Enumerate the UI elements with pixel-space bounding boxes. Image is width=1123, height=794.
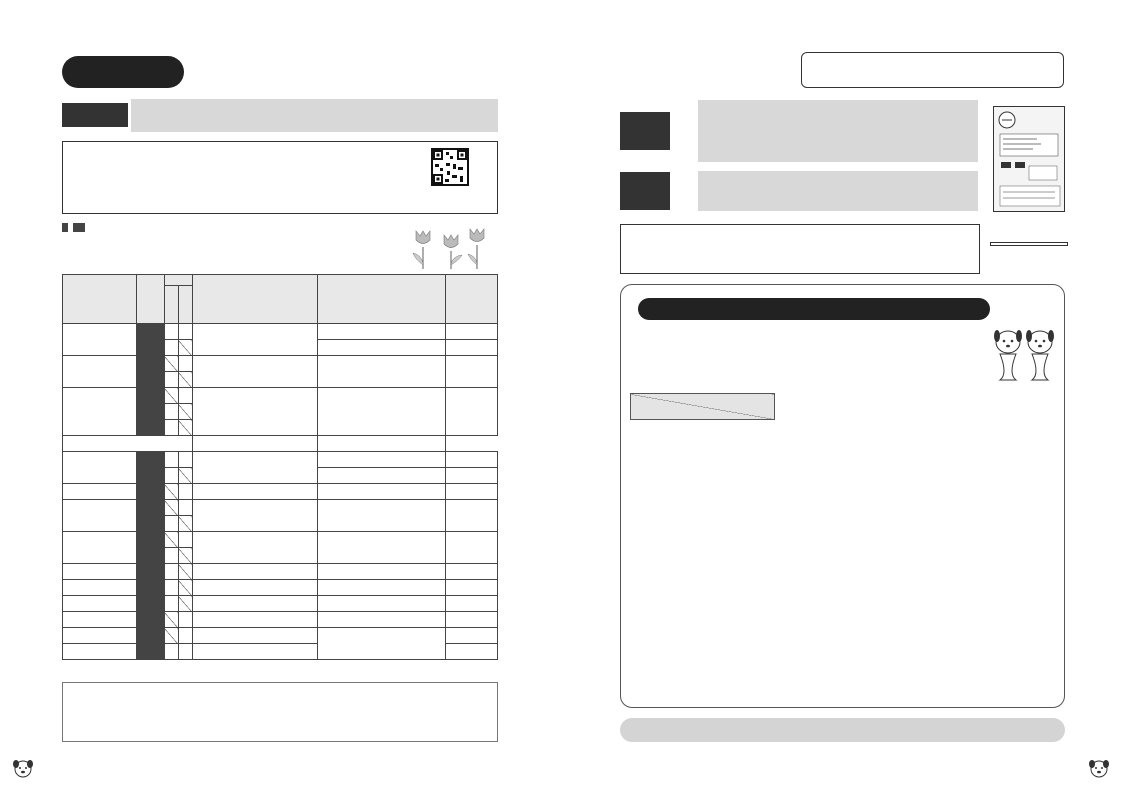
exam-content — [318, 468, 446, 484]
exam-content — [318, 484, 446, 500]
year-badge — [62, 56, 184, 88]
exam-row — [63, 500, 498, 516]
apply-mark-clinic — [178, 596, 192, 612]
exam-row — [63, 324, 498, 340]
exam-row — [63, 452, 498, 468]
exam-target — [192, 500, 318, 532]
exam-content — [318, 500, 446, 532]
apply-mark-city — [164, 468, 178, 484]
exam-method-tag — [136, 340, 164, 356]
exam-row — [63, 564, 498, 580]
qr-pattern — [433, 150, 467, 184]
apply-mark-city — [164, 484, 178, 500]
exam-content — [318, 452, 446, 468]
exam-target — [192, 612, 318, 628]
exam-fee — [446, 500, 498, 532]
exam-method-tag — [136, 324, 164, 340]
exam-body — [63, 324, 498, 660]
exam-target — [192, 388, 318, 436]
notice-box — [62, 141, 498, 214]
exam-extra-fee — [318, 436, 446, 452]
apply-box-2 — [698, 171, 978, 211]
tulip-illustration — [408, 227, 496, 273]
exam-method-tag — [136, 532, 164, 548]
exam-content — [318, 532, 446, 564]
exam-row — [63, 356, 498, 372]
apply-mark-clinic — [178, 548, 192, 564]
sched-head-left — [631, 394, 775, 420]
exam-target — [192, 532, 318, 564]
contact-bar — [620, 718, 1065, 742]
exam-content — [318, 628, 446, 660]
exam-fee — [446, 484, 498, 500]
apply-mark-clinic — [178, 324, 192, 340]
dog-icon-right — [1088, 757, 1110, 781]
apply-mark-clinic — [178, 484, 192, 500]
exam-row — [63, 484, 498, 500]
exam-method-tag — [136, 580, 164, 596]
exam-name — [63, 356, 137, 388]
apply-mark-clinic — [178, 340, 192, 356]
tag-tour — [79, 223, 85, 232]
schedule-title — [638, 298, 990, 320]
exam-fee — [446, 628, 498, 644]
apply-mark-city — [164, 628, 178, 644]
exam-table — [62, 274, 498, 660]
apply-mark-clinic — [178, 628, 192, 644]
apply-mark-city — [164, 340, 178, 356]
exam-method-tag — [136, 372, 164, 388]
exam-method-tag — [136, 548, 164, 564]
mascot-illustration — [990, 324, 1058, 384]
apply-mark-city — [164, 548, 178, 564]
apply-mark-city — [164, 644, 178, 660]
period-label — [62, 103, 128, 127]
apply-mark-clinic — [178, 644, 192, 660]
exam-method-tag — [136, 388, 164, 404]
legend-line1 — [62, 221, 442, 234]
apply-mark-clinic — [178, 612, 192, 628]
exam-name — [63, 452, 137, 484]
exam-method-tag — [136, 516, 164, 532]
exam-fee — [446, 612, 498, 628]
apply-label-2 — [620, 172, 670, 210]
exam-method-tag — [136, 468, 164, 484]
exam-fee — [446, 532, 498, 564]
apply-mark-city — [164, 532, 178, 548]
exam-extra-content — [192, 436, 318, 452]
group-schedule-table — [630, 393, 1053, 420]
exam-target — [192, 324, 318, 356]
ticket-image — [993, 106, 1065, 212]
th-target — [192, 275, 318, 324]
apply-mark-city — [164, 324, 178, 340]
exam-target — [192, 596, 318, 612]
apply-label-1 — [620, 112, 670, 150]
exam-name — [63, 644, 137, 660]
exam-fee — [446, 644, 498, 660]
th-apply-c2 — [178, 286, 192, 324]
exam-content — [318, 564, 446, 580]
th-apply — [164, 275, 192, 286]
exam-name — [63, 612, 137, 628]
apply-mark-city — [164, 516, 178, 532]
exam-content — [318, 612, 446, 628]
exam-target — [192, 628, 318, 644]
period-box — [131, 99, 498, 132]
exam-content — [318, 340, 446, 356]
apply-mark-clinic — [178, 372, 192, 388]
exam-row-extra — [63, 436, 498, 452]
exam-fee — [446, 324, 498, 340]
exam-row — [63, 596, 498, 612]
exam-name — [63, 500, 137, 532]
apply-mark-clinic — [178, 452, 192, 468]
exam-name — [63, 532, 137, 564]
exam-row — [63, 612, 498, 628]
exam-method-tag — [136, 484, 164, 500]
ticket-drawing — [997, 110, 1063, 210]
exam-target — [192, 452, 318, 484]
exam-name — [63, 324, 137, 356]
exam-method-tag — [136, 356, 164, 372]
apply-mark-clinic — [178, 356, 192, 372]
exam-row — [63, 628, 498, 644]
exam-method-tag — [136, 404, 164, 420]
exam-target — [192, 644, 318, 660]
exam-name — [63, 596, 137, 612]
apply-mark-city — [164, 372, 178, 388]
exam-fee — [446, 388, 498, 436]
exam-row — [63, 580, 498, 596]
exam-name — [63, 484, 137, 500]
exam-target — [192, 484, 318, 500]
legend — [62, 221, 442, 234]
apply-box-1 — [698, 100, 978, 162]
exam-row — [63, 388, 498, 404]
exam-name — [63, 628, 137, 644]
exam-target — [192, 564, 318, 580]
intro-box — [801, 52, 1064, 88]
apply-mark-city — [164, 612, 178, 628]
exam-name — [63, 580, 137, 596]
exam-content — [318, 388, 446, 436]
exam-fee — [446, 452, 498, 468]
exam-target — [192, 356, 318, 388]
ticket-box — [620, 224, 980, 274]
th-apply-c1 — [164, 286, 178, 324]
exam-method-tag — [136, 644, 164, 660]
exam-method-tag — [136, 564, 164, 580]
apply-mark-clinic — [178, 404, 192, 420]
exam-name — [63, 564, 137, 580]
apply-mark-city — [164, 564, 178, 580]
exam-fee — [446, 580, 498, 596]
exam-fee — [446, 356, 498, 388]
dog-icon-left — [12, 757, 34, 781]
th-fee — [446, 275, 498, 324]
exam-content — [318, 356, 446, 388]
exam-content — [318, 596, 446, 612]
apply-mark-city — [164, 356, 178, 372]
exam-name — [63, 388, 137, 436]
exam-method-tag — [136, 500, 164, 516]
apply-mark-city — [164, 388, 178, 404]
exam-content — [318, 324, 446, 340]
apply-mark-clinic — [178, 516, 192, 532]
exam-fee — [446, 564, 498, 580]
exam-fee — [446, 340, 498, 356]
burden-box — [62, 682, 498, 742]
apply-mark-clinic — [178, 564, 192, 580]
exam-method-tag — [136, 452, 164, 468]
apply-mark-city — [164, 420, 178, 436]
th-method — [136, 275, 164, 324]
apply-mark-clinic — [178, 580, 192, 596]
apply-mark-clinic — [178, 388, 192, 404]
exam-method-tag — [136, 596, 164, 612]
exam-target — [192, 580, 318, 596]
exam-fee — [446, 596, 498, 612]
exam-content — [318, 580, 446, 596]
apply-mark-clinic — [178, 500, 192, 516]
tag-indiv — [62, 223, 68, 232]
apply-mark-city — [164, 596, 178, 612]
exam-method-tag — [136, 628, 164, 644]
exam-method-tag — [136, 612, 164, 628]
apply-mark-clinic — [178, 420, 192, 436]
apply-mark-city — [164, 404, 178, 420]
apply-mark-city — [164, 452, 178, 468]
apply-mark-clinic — [178, 532, 192, 548]
exam-extra-name — [63, 436, 193, 452]
exam-method-tag — [136, 420, 164, 436]
apply-mark-city — [164, 580, 178, 596]
apply-mark-city — [164, 500, 178, 516]
qr-code — [431, 148, 469, 186]
th-content — [318, 275, 446, 324]
ticket-color-label — [990, 242, 1068, 246]
exam-row — [63, 532, 498, 548]
apply-mark-clinic — [178, 468, 192, 484]
exam-fee — [446, 468, 498, 484]
th-kind — [63, 275, 137, 324]
